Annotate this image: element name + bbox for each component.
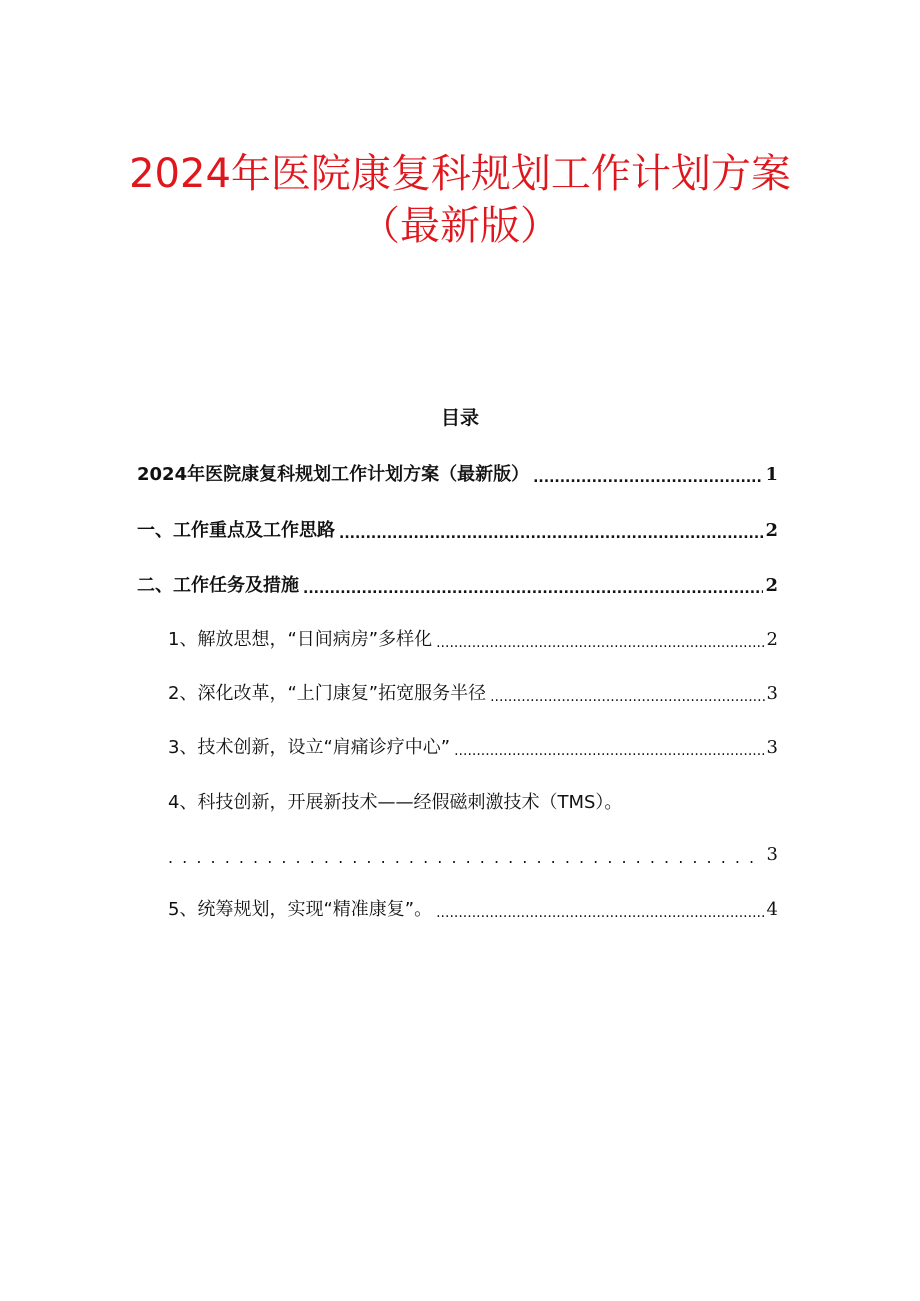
toc-entry-label: 2、深化改革，“上门康复”拓宽服务半径: [168, 683, 487, 704]
toc-dot-leader: [168, 841, 765, 869]
toc-entry-label: 3、技术创新，设立“肩痛诊疗中心”: [168, 737, 451, 758]
document-title: 2024年医院康复科规划工作计划方案: [129, 151, 791, 197]
toc-dot-leader: [490, 680, 764, 708]
toc-dot-leader: [533, 461, 763, 489]
toc-entry-label: 二、工作任务及措施: [137, 575, 299, 596]
toc-entry-label: 2024年医院康复科规划工作计划方案（最新版）: [137, 464, 530, 485]
toc-page-number: 2: [765, 520, 778, 541]
toc-dot-leader: [436, 626, 764, 654]
toc-entry-doc-title[interactable]: [137, 461, 778, 489]
toc-entry-section-2[interactable]: [137, 572, 778, 600]
toc-entry-subsection-5[interactable]: [168, 896, 778, 924]
document-title-edition: （最新版）: [360, 203, 560, 249]
toc-entry-label: 5、统筹规划，实现“精准康复”。: [168, 899, 433, 920]
toc-page-number: 3: [766, 683, 778, 704]
toc-entry-subsection-1[interactable]: [168, 626, 778, 654]
toc-entry-subsection-4[interactable]: [168, 789, 778, 817]
toc-dot-leader: [303, 572, 763, 600]
toc-entry-subsection-4-continuation[interactable]: [168, 841, 778, 869]
toc-dot-leader: [436, 896, 764, 924]
toc-entry-label: 4、科技创新，开展新技术——经假磁刺激技术（TMS）。: [168, 792, 623, 813]
toc-entry-section-1[interactable]: [137, 517, 778, 545]
toc-page-number: 1: [765, 464, 778, 485]
toc-page-number: 3: [766, 737, 778, 758]
toc-dot-leader: [339, 517, 763, 545]
toc-page-number: 2: [765, 575, 778, 596]
toc-page-number: 2: [766, 629, 778, 650]
toc-entry-label: 1、解放思想，“日间病房”多样化: [168, 629, 433, 650]
toc-dot-leader: [454, 734, 764, 762]
toc-entry-subsection-3[interactable]: [168, 734, 778, 762]
toc-page-number: 4: [766, 899, 778, 920]
toc-heading: 目录: [440, 407, 479, 429]
toc-entry-label: 一、工作重点及工作思路: [137, 520, 335, 541]
toc-page-number: 3: [766, 844, 778, 865]
toc-entry-subsection-2[interactable]: [168, 680, 778, 708]
